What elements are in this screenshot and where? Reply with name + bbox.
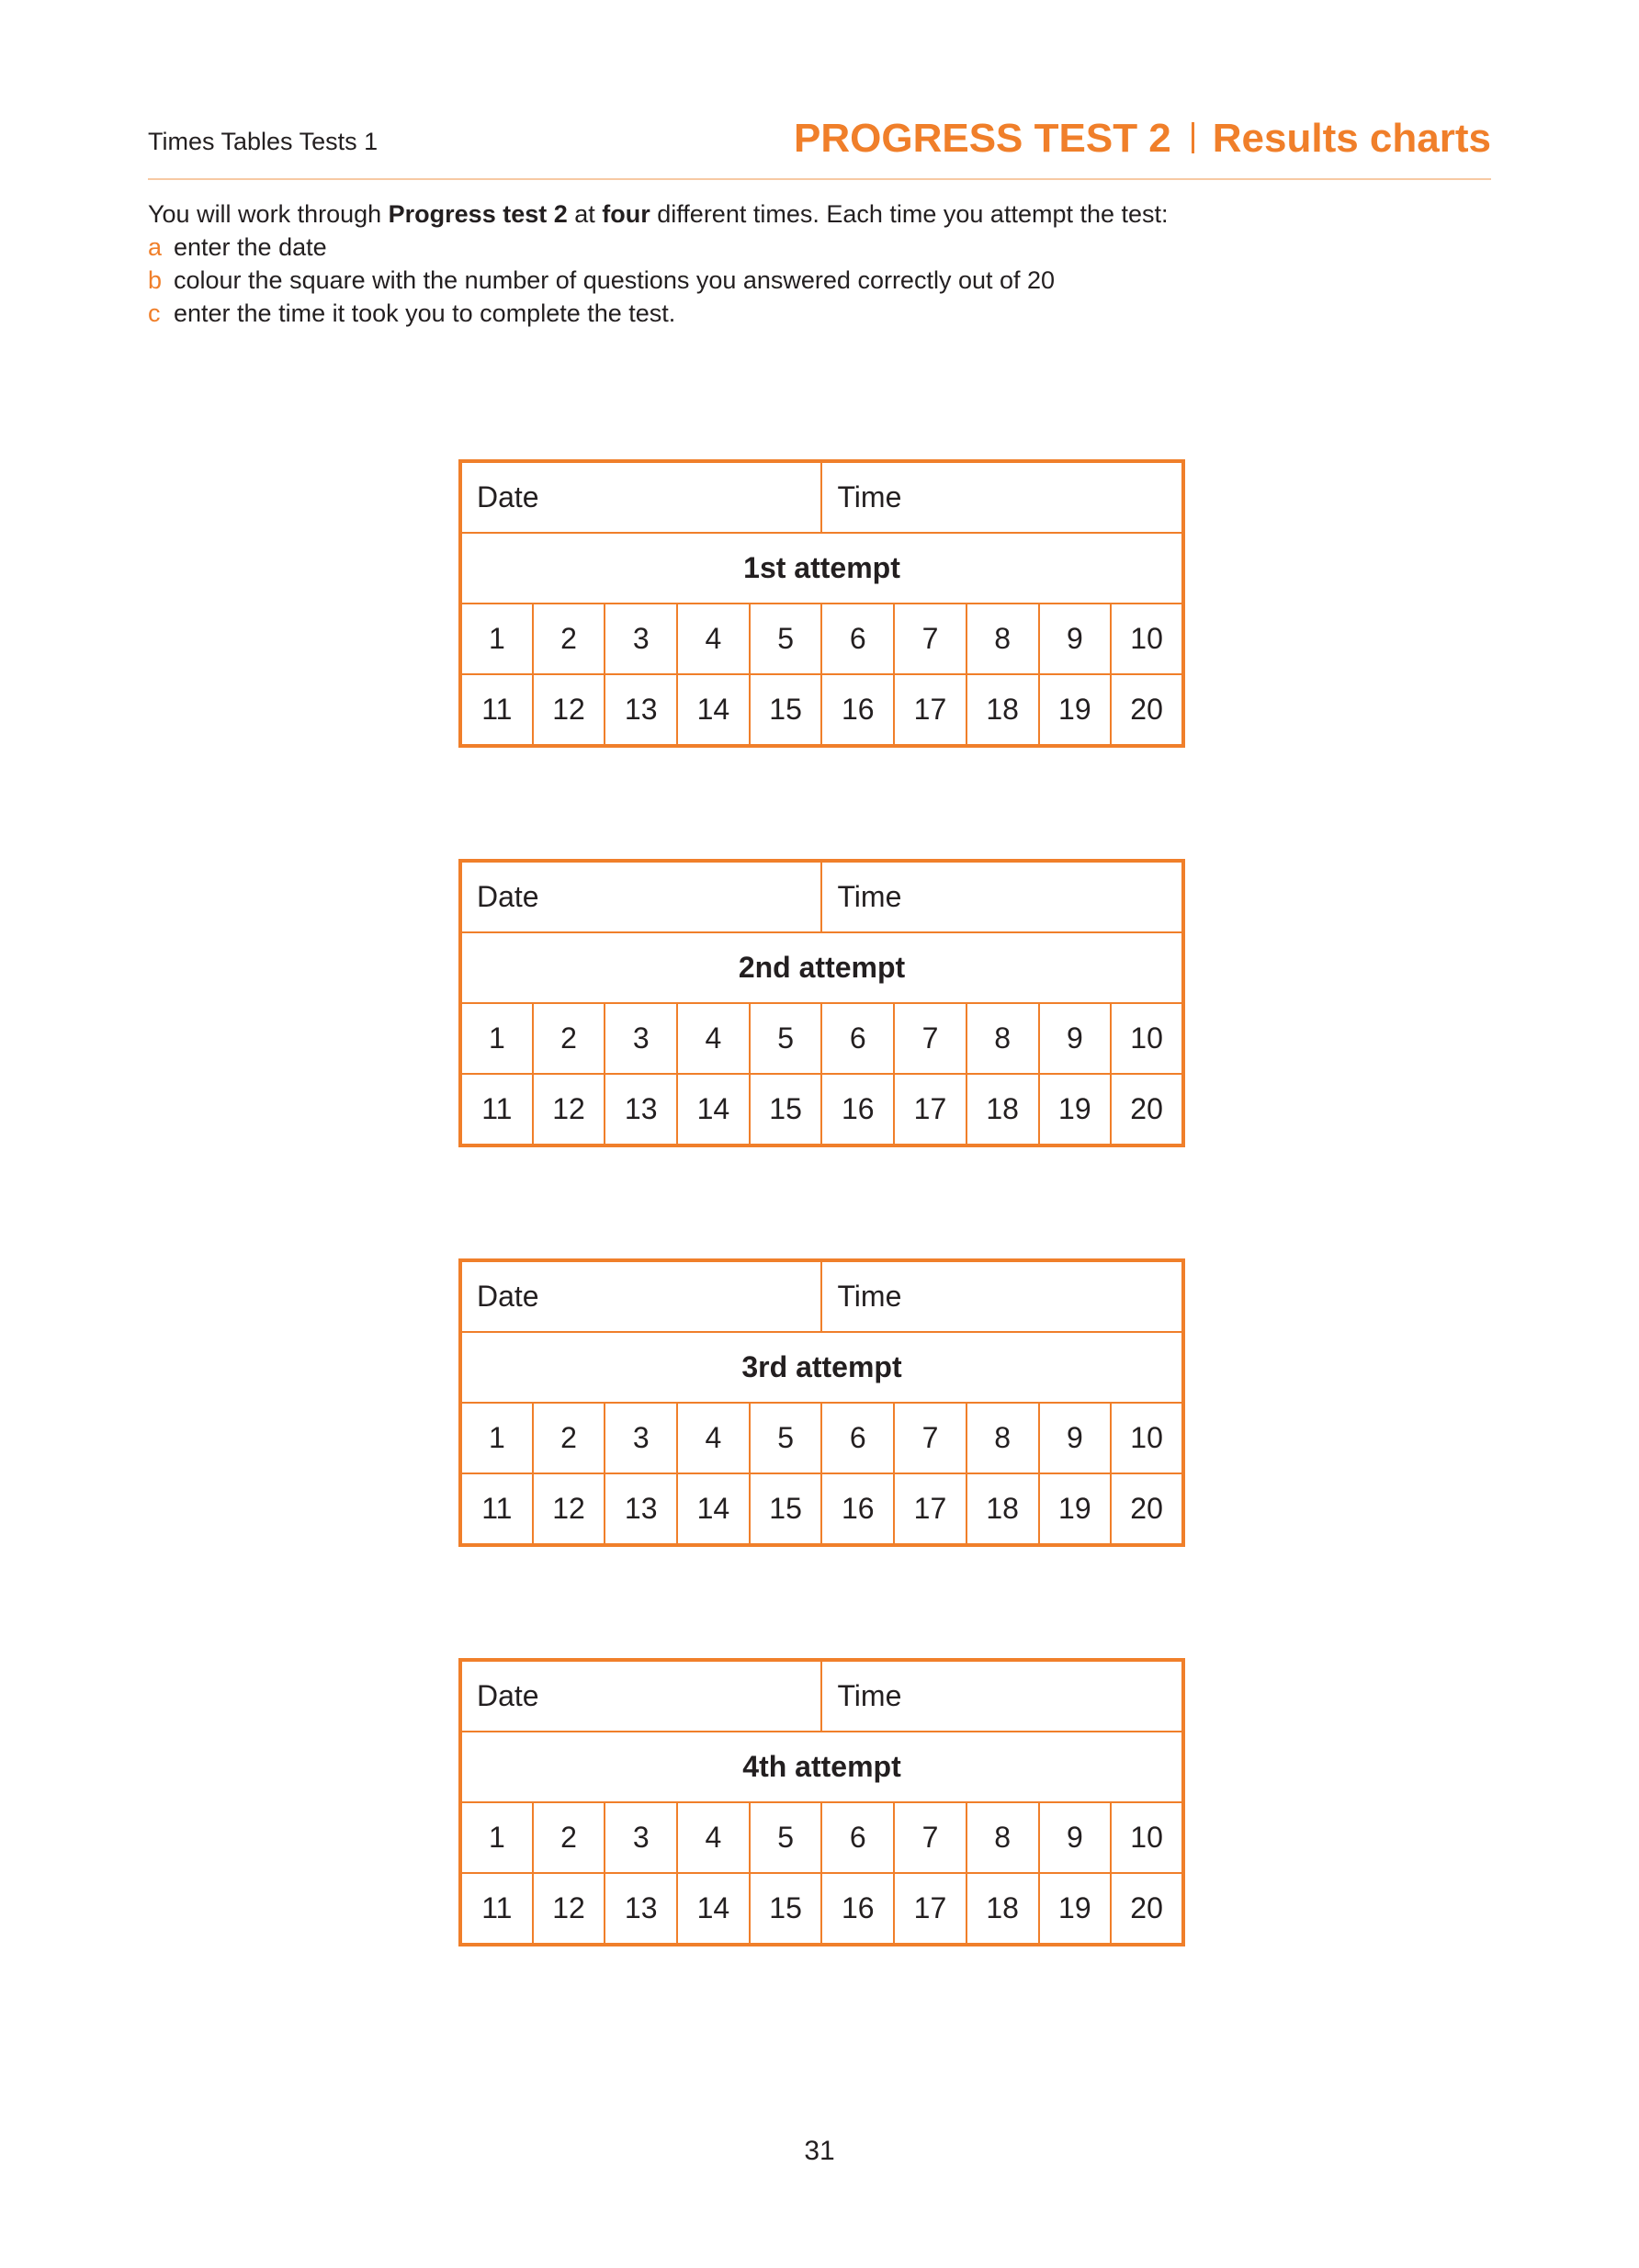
step-c [148, 297, 1342, 330]
score-square[interactable]: 9 [1039, 1802, 1112, 1873]
step-a [148, 231, 1342, 264]
subsection-name: Results charts [1212, 116, 1491, 161]
intro-text: at [567, 200, 603, 228]
score-square[interactable]: 17 [894, 1473, 966, 1545]
score-square[interactable]: 12 [533, 1873, 605, 1945]
intro-text: different times. Each time you attempt the test: [650, 200, 1169, 228]
score-square[interactable]: 10 [1111, 1003, 1183, 1074]
score-square[interactable]: 6 [821, 1003, 894, 1074]
date-field[interactable]: Date [460, 861, 821, 932]
score-square[interactable]: 5 [750, 1403, 822, 1473]
score-square[interactable]: 19 [1039, 1473, 1112, 1545]
score-square[interactable]: 7 [894, 1003, 966, 1074]
score-square[interactable]: 12 [533, 1473, 605, 1545]
score-square[interactable]: 20 [1111, 1074, 1183, 1145]
score-square[interactable]: 15 [750, 1074, 822, 1145]
score-square[interactable]: 5 [750, 1802, 822, 1873]
score-square[interactable]: 13 [605, 674, 677, 746]
score-square[interactable]: 1 [460, 604, 533, 674]
score-square[interactable]: 18 [966, 674, 1039, 746]
score-square[interactable]: 14 [677, 1473, 750, 1545]
score-square[interactable]: 17 [894, 1873, 966, 1945]
score-square[interactable]: 11 [460, 674, 533, 746]
page-number: 31 [804, 2136, 835, 2166]
time-field[interactable]: Time [821, 861, 1183, 932]
book-title: Times Tables Tests 1 [148, 128, 379, 155]
score-square[interactable]: 13 [605, 1074, 677, 1145]
score-square[interactable]: 18 [966, 1473, 1039, 1545]
score-square[interactable]: 3 [605, 1403, 677, 1473]
score-square[interactable]: 16 [821, 1473, 894, 1545]
score-square[interactable]: 3 [605, 604, 677, 674]
date-field[interactable]: Date [460, 1260, 821, 1332]
results-chart-2 [458, 859, 1185, 1147]
score-square[interactable]: 6 [821, 1802, 894, 1873]
attempt-label: 2nd attempt [460, 932, 1183, 1003]
score-square[interactable]: 5 [750, 604, 822, 674]
score-square[interactable]: 20 [1111, 1473, 1183, 1545]
score-square[interactable]: 15 [750, 674, 822, 746]
score-square[interactable]: 17 [894, 1074, 966, 1145]
step-letter: a [148, 233, 163, 261]
score-square[interactable]: 7 [894, 604, 966, 674]
time-field[interactable]: Time [821, 1260, 1183, 1332]
score-square[interactable]: 8 [966, 1403, 1039, 1473]
step-letter: b [148, 266, 163, 294]
score-square[interactable]: 10 [1111, 1802, 1183, 1873]
score-square[interactable]: 11 [460, 1074, 533, 1145]
score-square[interactable]: 1 [460, 1003, 533, 1074]
score-square[interactable]: 10 [1111, 1403, 1183, 1473]
score-square[interactable]: 12 [533, 1074, 605, 1145]
time-field[interactable]: Time [821, 461, 1183, 533]
section-title [794, 116, 1491, 162]
intro-text: You will work through [148, 200, 389, 228]
score-square[interactable]: 3 [605, 1802, 677, 1873]
step-b [148, 264, 1342, 297]
score-square[interactable]: 11 [460, 1473, 533, 1545]
score-square[interactable]: 14 [677, 1074, 750, 1145]
date-field[interactable]: Date [460, 461, 821, 533]
score-square[interactable]: 13 [605, 1473, 677, 1545]
test-name: Progress test 2 [388, 200, 568, 228]
score-square[interactable]: 2 [533, 1003, 605, 1074]
score-square[interactable]: 5 [750, 1003, 822, 1074]
score-square[interactable]: 6 [821, 604, 894, 674]
score-square[interactable]: 7 [894, 1802, 966, 1873]
score-square[interactable]: 9 [1039, 1003, 1112, 1074]
attempt-label: 1st attempt [460, 533, 1183, 604]
score-square[interactable]: 19 [1039, 1873, 1112, 1945]
instructions [148, 197, 1342, 330]
score-square[interactable]: 9 [1039, 1403, 1112, 1473]
results-chart-1 [458, 459, 1185, 748]
score-square[interactable]: 14 [677, 674, 750, 746]
score-square[interactable]: 19 [1039, 674, 1112, 746]
score-square[interactable]: 15 [750, 1873, 822, 1945]
attempt-label: 3rd attempt [460, 1332, 1183, 1403]
step-letter: c [148, 299, 161, 327]
score-square[interactable]: 8 [966, 1003, 1039, 1074]
score-square[interactable]: 8 [966, 604, 1039, 674]
score-square[interactable]: 15 [750, 1473, 822, 1545]
step-text: colour the square with the number of questions you answered correctly out of 20 [174, 266, 1056, 294]
score-square[interactable]: 11 [460, 1873, 533, 1945]
step-text: enter the date [174, 233, 327, 261]
step-text: enter the time it took you to complete the test. [174, 299, 676, 327]
time-field[interactable]: Time [821, 1660, 1183, 1732]
score-square[interactable]: 6 [821, 1403, 894, 1473]
intro-paragraph [148, 197, 1342, 231]
score-square[interactable]: 20 [1111, 674, 1183, 746]
score-square[interactable]: 16 [821, 1873, 894, 1945]
page-header [148, 108, 1491, 180]
score-square[interactable]: 10 [1111, 604, 1183, 674]
score-square[interactable]: 4 [677, 1003, 750, 1074]
score-square[interactable]: 18 [966, 1873, 1039, 1945]
attempt-label: 4th attempt [460, 1732, 1183, 1802]
score-square[interactable]: 13 [605, 1873, 677, 1945]
score-square[interactable]: 4 [677, 1802, 750, 1873]
score-square[interactable]: 2 [533, 1403, 605, 1473]
score-square[interactable]: 1 [460, 1403, 533, 1473]
date-field[interactable]: Date [460, 1660, 821, 1732]
section-name: PROGRESS TEST 2 [794, 116, 1171, 161]
score-square[interactable]: 9 [1039, 604, 1112, 674]
score-square[interactable]: 8 [966, 1802, 1039, 1873]
title-separator [1192, 122, 1194, 153]
score-square[interactable]: 19 [1039, 1074, 1112, 1145]
score-square[interactable]: 17 [894, 674, 966, 746]
score-square[interactable]: 14 [677, 1873, 750, 1945]
count-word: four [602, 200, 650, 228]
score-square[interactable]: 4 [677, 1403, 750, 1473]
results-chart-3 [458, 1258, 1185, 1547]
score-square[interactable]: 3 [605, 1003, 677, 1074]
score-square[interactable]: 18 [966, 1074, 1039, 1145]
score-square[interactable]: 16 [821, 1074, 894, 1145]
score-square[interactable]: 1 [460, 1802, 533, 1873]
score-square[interactable]: 2 [533, 1802, 605, 1873]
score-square[interactable]: 20 [1111, 1873, 1183, 1945]
results-chart-4 [458, 1658, 1185, 1946]
score-square[interactable]: 12 [533, 674, 605, 746]
score-square[interactable]: 4 [677, 604, 750, 674]
score-square[interactable]: 7 [894, 1403, 966, 1473]
score-square[interactable]: 16 [821, 674, 894, 746]
score-square[interactable]: 2 [533, 604, 605, 674]
